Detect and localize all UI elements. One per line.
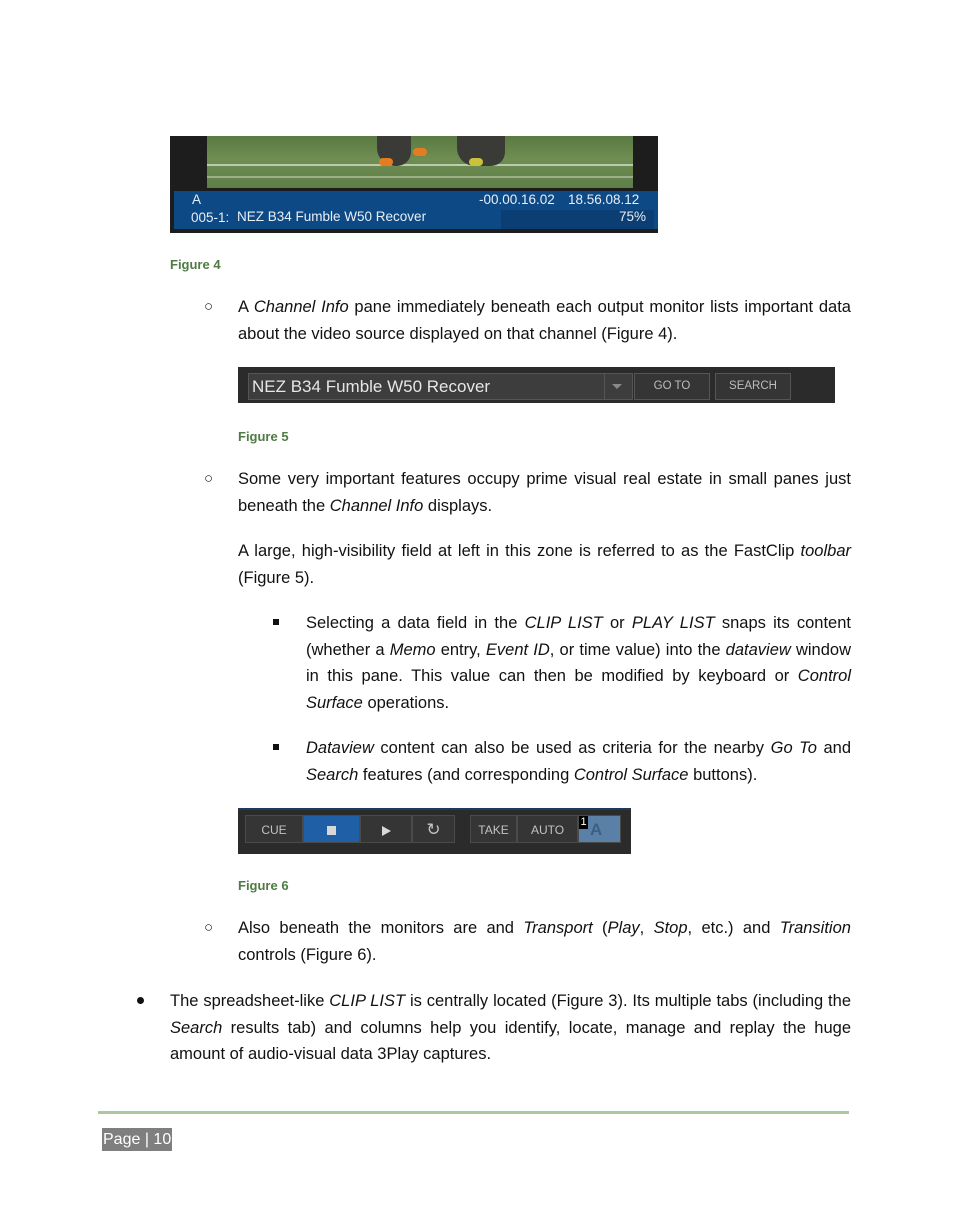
playback-speed: 75% (619, 209, 647, 224)
play-button[interactable] (360, 815, 412, 843)
clip-id: 005-1: (191, 210, 230, 225)
figure-5-fastclip-toolbar (238, 367, 835, 403)
clip-name: NEZ B34 Fumble W50 Recover (237, 209, 427, 224)
loop-button[interactable] (412, 815, 455, 843)
square-bullet-icon (273, 619, 279, 625)
take-button[interactable]: TAKE (470, 815, 517, 843)
figure-6-transport-controls (238, 808, 631, 854)
t-bar-letter: A (590, 820, 603, 839)
t-bar-number: 1 (580, 816, 587, 828)
square-bullet-icon (273, 744, 279, 750)
auto-button[interactable]: AUTO (517, 815, 578, 843)
loop-icon: ↻ (426, 820, 441, 839)
dropdown-button[interactable] (604, 373, 629, 400)
paragraph-transport: Also beneath the monitors are and Transport (Play, Stop, etc.) and Transition controls (Figure 6). (238, 919, 851, 964)
figure-5-caption: Figure 5 (238, 429, 289, 444)
footer-divider (98, 1111, 849, 1114)
fastclip-dataview-field[interactable]: NEZ B34 Fumble W50 Recover (248, 373, 633, 400)
chevron-down-icon (612, 384, 622, 389)
circle-bullet-icon: ○ (204, 470, 214, 487)
video-thumbnail (207, 136, 633, 188)
figure-4-caption: Figure 4 (170, 257, 221, 272)
figure-4-channel-info-image (170, 136, 658, 233)
timecode-remaining: -00.00.16.02 (479, 192, 555, 207)
stop-icon (327, 826, 336, 835)
channel-letter: A (192, 192, 202, 207)
search-button[interactable]: SEARCH (715, 373, 791, 400)
page-number: Page | 10 (102, 1128, 172, 1151)
bullet-dot-icon (137, 997, 144, 1004)
play-icon (382, 826, 391, 836)
circle-bullet-icon: ○ (204, 919, 214, 936)
paragraph-fastclip: A large, high-visibility field at left in this zone is referred to as the FastClip toolbar (Figure 5). (238, 542, 851, 587)
circle-bullet-icon: ○ (204, 298, 214, 315)
timecode: 18.56.08.12 (568, 192, 640, 207)
figure-6-caption: Figure 6 (238, 878, 289, 893)
goto-button[interactable]: GO TO (634, 373, 710, 400)
stop-button[interactable] (303, 815, 360, 843)
paragraph-selecting-data: Selecting a data field in the CLIP LIST or PLAY LIST snaps its content (whether a Memo entry, Event ID, or time value) into the dataview window in this pane. This value can then be modified by keyboard or Control Surface operations. (306, 614, 851, 712)
paragraph-dataview: Dataview content can also be used as criteria for the nearby Go To and Search features (and corresponding Control Surface buttons). (306, 739, 851, 784)
cue-button[interactable]: CUE (245, 815, 303, 843)
paragraph-features: Some very important features occupy prime visual real estate in small panes just beneath the Channel Info displays. (238, 470, 851, 515)
t-bar-slider[interactable] (578, 815, 621, 843)
paragraph-channel-info: A Channel Info pane immediately beneath each output monitor lists important data about the video source displayed on that channel (Figure 4). (238, 298, 851, 343)
paragraph-clip-list: The spreadsheet-like CLIP LIST is centrally located (Figure 3). Its multiple tabs (including the Search results tab) and columns help you identify, locate, manage and replay the huge amount of audio-visual data 3Play captures. (170, 992, 851, 1063)
